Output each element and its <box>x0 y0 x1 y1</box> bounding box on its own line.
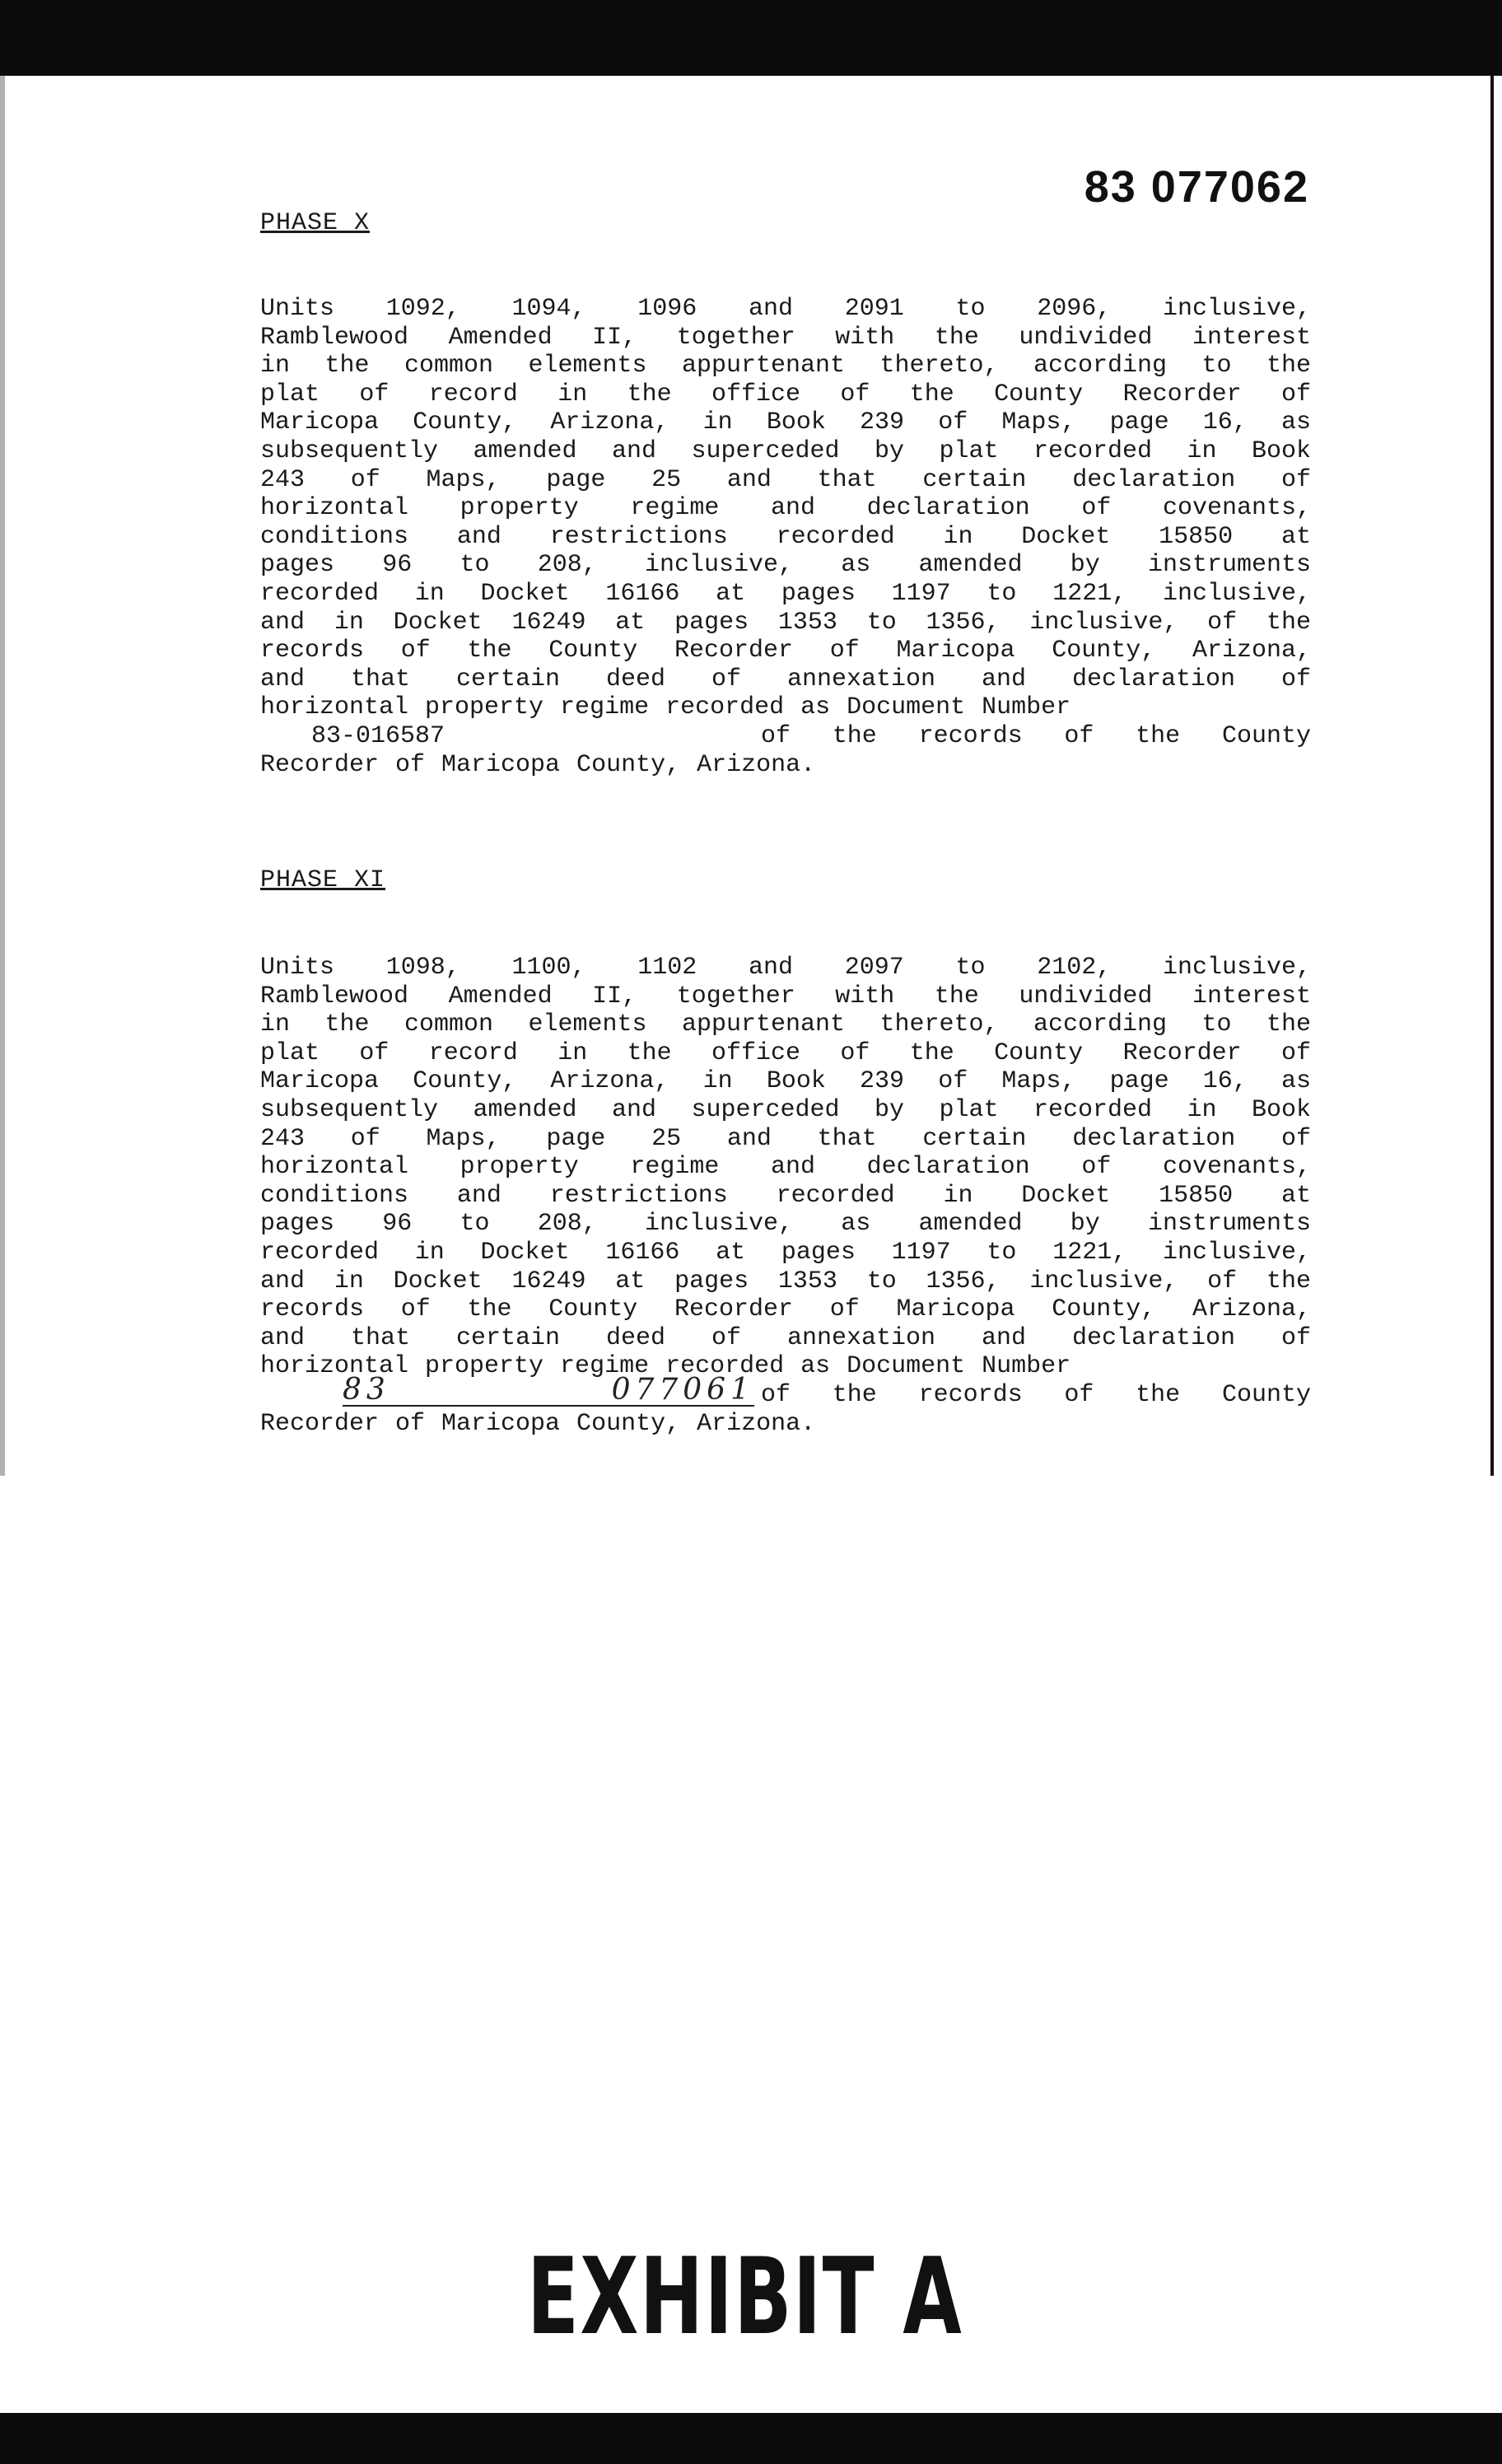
text-line: in the common elements appurtenant thereto, according to the <box>260 352 1311 380</box>
handwritten-document-number: 83 077061 <box>343 1372 754 1407</box>
text-line: Ramblewood Amended II, together with the undivided interest <box>260 982 1311 1010</box>
recording-number: 83 077062 <box>1084 162 1309 212</box>
exhibit-stamp: EXHIBIT A <box>527 2236 963 2359</box>
text-line: horizontal property regime recorded as Document Number <box>260 693 1071 722</box>
text-line: plat of record in the office of the County Recorder of <box>260 1038 1311 1067</box>
text-line: pages 96 to 208, inclusive, as amended by instruments <box>260 1210 1311 1239</box>
document-reference-line <box>260 722 1311 751</box>
text-line: subsequently amended and superceded by plat recorded in Book <box>260 1095 1311 1124</box>
text-line: in the common elements appurtenant thereto, according to the <box>260 1010 1311 1039</box>
text-line: records of the County Recorder of Maricopa County, Arizona, <box>260 637 1311 665</box>
text-line: and that certain deed of annexation and declaration of <box>260 1323 1311 1352</box>
text-line: Units 1092, 1094, 1096 and 2091 to 2096, inclusive, <box>260 295 1311 323</box>
text-line: horizontal property regime recorded as Document Number <box>260 1352 1071 1381</box>
phase-x-description <box>260 295 1311 779</box>
document-number-reference: 83-016587 <box>311 721 445 750</box>
text-line: horizontal property regime and declaration of covenants, <box>260 1153 1311 1182</box>
phase-x-heading: PHASE X <box>260 209 371 237</box>
text-line: recorded in Docket 16166 at pages 1197 to 1221, inclusive, <box>260 579 1311 608</box>
scan-left-edge <box>0 76 5 1476</box>
text-line: plat of record in the office of the County Recorder of <box>260 380 1311 408</box>
text-line: 243 of Maps, page 25 and that certain declaration of <box>260 1124 1311 1153</box>
text-line: conditions and restrictions recorded in Docket 15850 at <box>260 522 1311 551</box>
text-line: Maricopa County, Arizona, in Book 239 of Maps, page 16, as <box>260 1067 1311 1096</box>
text-line: Recorder of Maricopa County, Arizona. <box>260 750 816 779</box>
text-line: of the records of the County <box>761 721 1311 750</box>
text-line: of the records of the County <box>761 1380 1311 1409</box>
document-reference-line <box>260 1372 1311 1410</box>
scan-bottom-border <box>0 2413 1502 2464</box>
text-line: and that certain deed of annexation and declaration of <box>260 665 1311 693</box>
text-line: pages 96 to 208, inclusive, as amended by instruments <box>260 551 1311 580</box>
text-line: and in Docket 16249 at pages 1353 to 1356, inclusive, of the <box>260 608 1311 637</box>
scan-right-edge <box>1490 76 1494 1476</box>
text-line: Units 1098, 1100, 1102 and 2097 to 2102, inclusive, <box>260 954 1311 982</box>
text-line: subsequently amended and superceded by plat recorded in Book <box>260 436 1311 465</box>
text-line: Maricopa County, Arizona, in Book 239 of Maps, page 16, as <box>260 408 1311 437</box>
text-line: records of the County Recorder of Maricopa County, Arizona, <box>260 1295 1311 1324</box>
text-line: and in Docket 16249 at pages 1353 to 1356, inclusive, of the <box>260 1267 1311 1295</box>
text-line: horizontal property regime and declaration of covenants, <box>260 494 1311 523</box>
phase-xi-heading: PHASE XI <box>260 866 386 894</box>
text-line: recorded in Docket 16166 at pages 1197 to 1221, inclusive, <box>260 1238 1311 1267</box>
text-line: Recorder of Maricopa County, Arizona. <box>260 1409 816 1438</box>
scan-top-border <box>0 0 1502 76</box>
text-line: Ramblewood Amended II, together with the undivided interest <box>260 323 1311 352</box>
text-line: conditions and restrictions recorded in Docket 15850 at <box>260 1181 1311 1210</box>
phase-xi-description <box>260 954 1311 1438</box>
text-line: 243 of Maps, page 25 and that certain declaration of <box>260 465 1311 494</box>
